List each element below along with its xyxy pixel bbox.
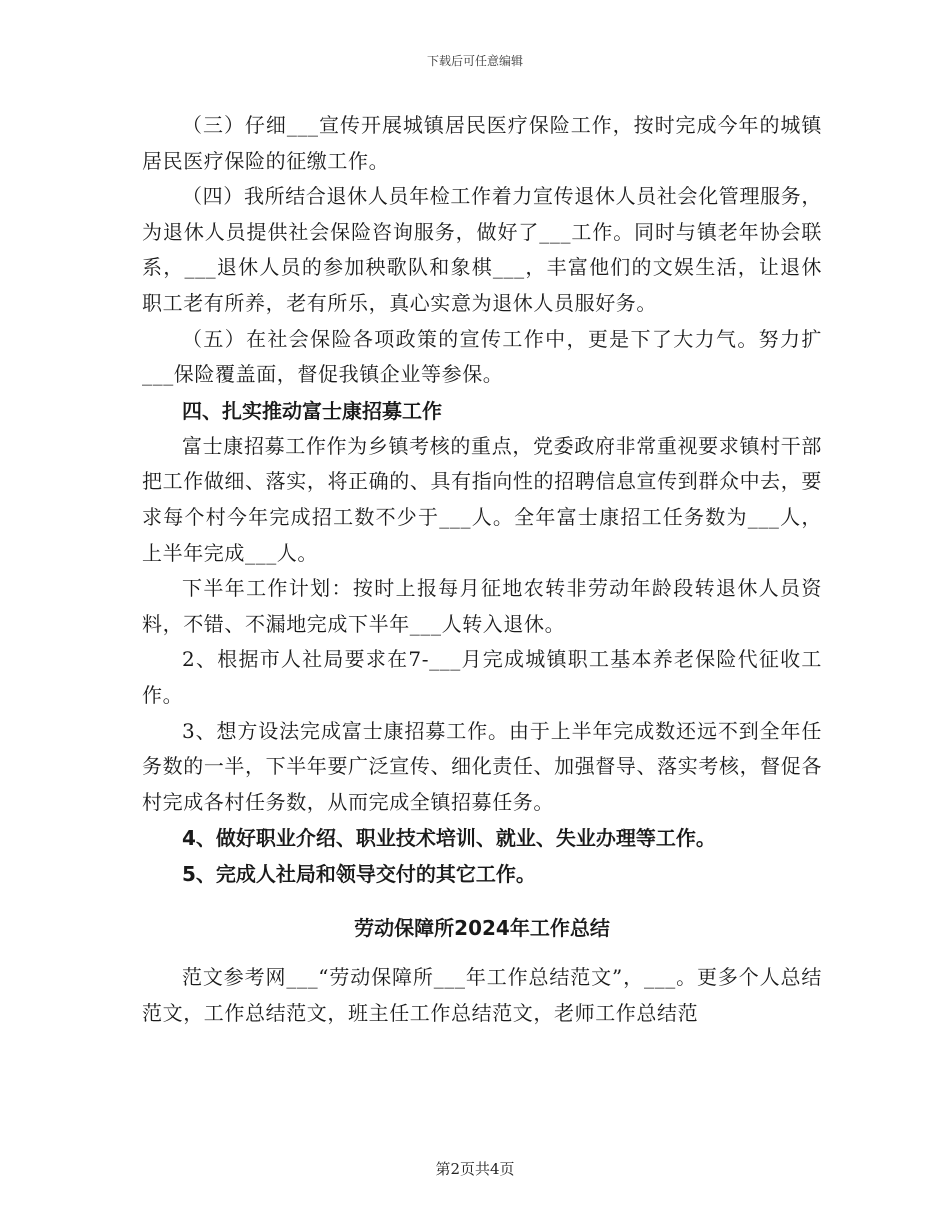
paragraph-3: （三）仔细___宣传开展城镇居民医疗保险工作，按时完成今年的城镇居民医疗保险的征缴工作。 <box>142 113 822 173</box>
paragraph-5: （五）在社会保险各项政策的宣传工作中，更是下了大力气。努力扩___保险覆盖面，督促我镇企业等参保。 <box>142 326 822 387</box>
section-heading-4: 四、扎实推动富士康招募工作 <box>182 398 442 423</box>
document-title: 劳动保障所2024年工作总结 <box>354 916 610 941</box>
plan-item-4: 4、做好职业介绍、职业技术培训、就业、失业办理等工作。 <box>182 826 716 851</box>
paragraph-intro: 范文参考网___“劳动保障所___年工作总结范文”，___。更多个人总结范文，工作总结范文，班主任工作总结范文，老师工作总结范 <box>142 965 822 1025</box>
page-number: 第2页共4页 <box>435 1160 515 1178</box>
paragraph-4: （四）我所结合退休人员年检工作着力宣传退休人员社会化管理服务，为退休人员提供社会保险咨询服务，做好了___工作。同时与镇老年协会联系，___退休人员的参加秧歌队和象棋___，丰富他们的文娱生活，让退休职工老有所养，老有所乐，真心实意为退休人员服好务。 <box>142 184 822 315</box>
paragraph-plan: 下半年工作计划：按时上报每月征地农转非劳动年龄段转退休人员资料，不错、不漏地完成下半年___人转入退休。 <box>142 576 822 636</box>
page-header: 下载后可任意编辑 <box>426 54 523 68</box>
plan-item-5: 5、完成人社局和领导交付的其它工作。 <box>182 862 536 887</box>
paragraph-foxconn: 富士康招募工作作为乡镇考核的重点，党委政府非常重视要求镇村干部把工作做细、落实，将正确的、具有指向性的招聘信息宣传到群众中去，要求每个村今年完成招工数不少于___人。全年富士康招工任务数为___人，上半年完成___人。 <box>142 433 822 565</box>
document-body <box>142 108 822 1031</box>
plan-item-2: 2、根据市人社局要求在7-___月完成城镇职工基本养老保险代征收工作。 <box>142 647 822 707</box>
plan-item-3: 3、想方设法完成富士康招募工作。由于上半年完成数还远不到全年任务数的一半，下半年要广泛宣传、细化责任、加强督导、落实考核，督促各村完成各村任务数，从而完成全镇招募任务。 <box>142 718 822 814</box>
